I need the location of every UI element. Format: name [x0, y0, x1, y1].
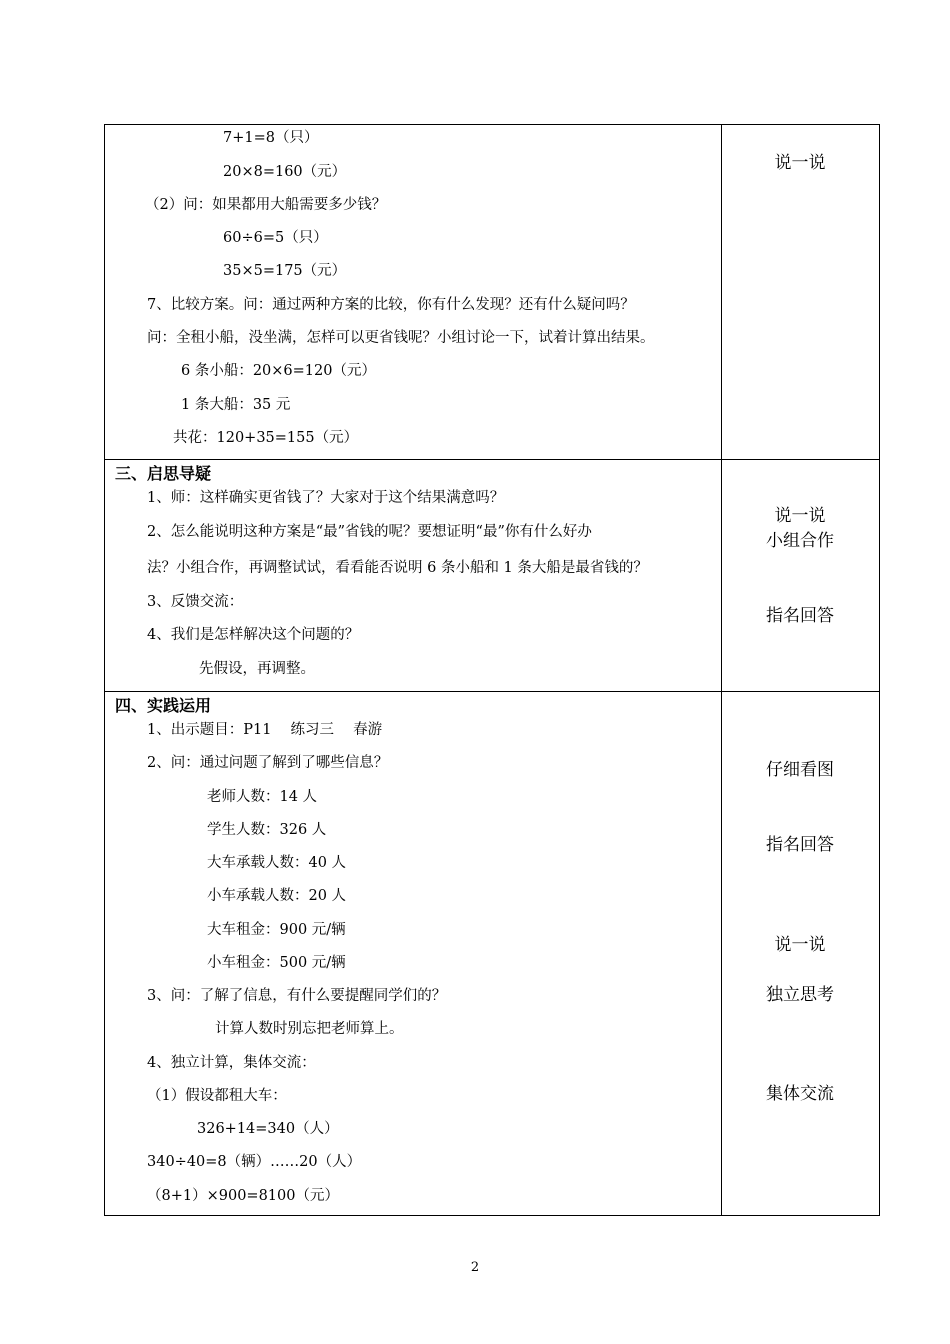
section-row-1	[105, 125, 879, 459]
line: 326+14=340（人）	[197, 1121, 339, 1137]
activity-note: 仔细看图	[766, 760, 834, 780]
line: （2）问：如果都用大船需要多少钱？	[145, 197, 387, 213]
line: 60÷6=5（只）	[223, 230, 328, 246]
line: 2、怎么能说明这种方案是“最”省钱的呢？要想证明“最”你有什么好办	[147, 524, 592, 540]
line: 1、出示题目：P11 练习三 春游	[147, 722, 383, 738]
section-heading: 四、实践运用	[115, 696, 212, 715]
lesson-table	[104, 124, 880, 1216]
line: （8+1）×900=8100（元）	[147, 1188, 339, 1204]
line: 学生人数：326 人	[207, 822, 327, 838]
line: 1、师：这样确实更省钱了？大家对于这个结果满意吗？	[147, 490, 505, 506]
line: 340÷40=8（辆）……20（人）	[147, 1154, 362, 1170]
line: 计算人数时别忘把老师算上。	[215, 1021, 404, 1037]
line: 小车租金：500 元/辆	[207, 955, 346, 971]
line: 共花：120+35=155（元）	[173, 430, 359, 446]
line: 4、独立计算，集体交流：	[147, 1055, 316, 1071]
activity-note: 集体交流	[766, 1084, 834, 1104]
activity-note: 说一说	[774, 153, 826, 173]
line: 老师人数：14 人	[207, 789, 318, 805]
page-number: 2	[470, 1260, 480, 1275]
activity-note: 小组合作	[766, 531, 834, 551]
line: 小车承载人数：20 人	[207, 888, 347, 904]
line: 问：全租小船，没坐满，怎样可以更省钱呢？小组讨论一下，试着计算出结果。	[147, 330, 655, 346]
activity-note: 指名回答	[766, 606, 834, 626]
activity-note: 指名回答	[766, 835, 834, 855]
section-row-3	[105, 691, 879, 1216]
line: 1 条大船：35 元	[181, 397, 291, 413]
activity-note: 独立思考	[766, 985, 834, 1005]
line: 法？小组合作，再调整试试，看看能否说明 6 条小船和 1 条大船是最省钱的？	[147, 560, 648, 576]
line: 7、比较方案。问：通过两种方案的比较，你有什么发现？还有什么疑问吗？	[147, 297, 635, 313]
line: 3、问：了解了信息，有什么要提醒同学们的？	[147, 988, 447, 1004]
line: 35×5=175（元）	[223, 263, 347, 279]
section-heading: 三、启思导疑	[115, 464, 212, 483]
line: 大车租金：900 元/辆	[207, 922, 346, 938]
line: 7+1=8（只）	[223, 130, 319, 146]
line: （1）假设都租大车：	[147, 1088, 287, 1104]
section-row-2	[105, 459, 879, 692]
activity-note: 说一说	[774, 506, 826, 526]
line: 4、我们是怎样解决这个问题的？	[147, 627, 360, 643]
line: 2、问：通过问题了解到了哪些信息？	[147, 755, 389, 771]
line: 先假设，再调整。	[199, 661, 315, 677]
line: 6 条小船：20×6=120（元）	[181, 363, 376, 379]
line: 大车承载人数：40 人	[207, 855, 347, 871]
line: 3、反馈交流：	[147, 594, 244, 610]
line: 20×8=160（元）	[223, 164, 347, 180]
activity-note: 说一说	[774, 935, 826, 955]
